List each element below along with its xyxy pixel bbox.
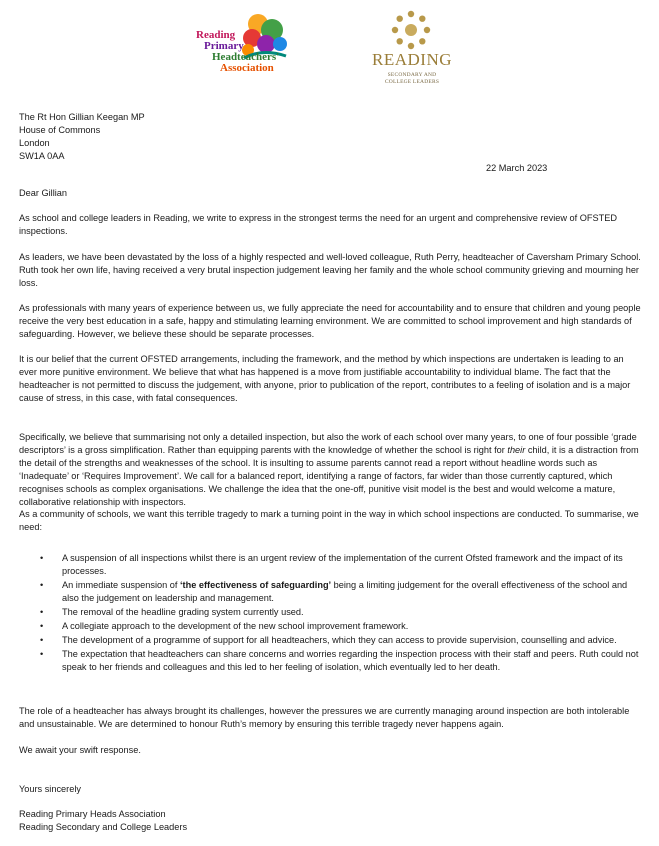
rscl-logo [364,10,460,92]
paragraph-6: As a community of schools, we want this terrible tragedy to mark a turning point in the way in which school inspections are conducted. To summarise, we need: [19,509,639,532]
list-item-text: A suspension of all inspections whilst there is an urgent review of the implementation of the current Ofsted framework and the impact of its processes. [62,553,623,576]
paragraph-5-emphasis: their [507,445,526,455]
rscl-logo-name: READING [372,50,452,69]
list-item-text: The removal of the headline grading system currently used. [62,607,304,617]
rpha-word-reading: Reading [196,29,236,41]
list-item-text-b: being a limiting judgement for the overall effectiveness of the school and also the judgement on leadership and management. [62,580,628,603]
rscl-logo-subtitle [364,72,460,86]
paragraph-5-part-b: child, it is a distraction from the detail of the strengths and weaknesses of the school. It is insulting to assume parents cannot read a report without headline words such as ‘Inadequate’ or ‘Requires Improvement’. We call for a balanced report, identifying a range of factors, far wider than those currently captured, which recognises schools as complex organisations. We challenge the idea that the one-off, punitive visit model is the best and would welcome a mature, collaborative relationship with inspectors. [19,445,639,507]
paragraph-7: The role of a headteacher has always brought its challenges, however the pressures we are currently managing around inspection are both intolerable and unsustainable. We are determined to honour Ruth’s memory by ensuring this terrible tragedy never happens again. [19,706,630,729]
bullet-icon: • [40,553,44,563]
signatory-rpha: Reading Primary Heads Association [19,809,166,819]
closing-await: We await your swift response. [19,745,141,755]
paragraph-5-part-a: Specifically, we believe that summarising not only a detailed inspection, but also the work of each school over many years, to one of four possible ‘grade descriptors’ is a gross simplification. Rather than equipping parents with the knowledge of whether the school is right for [19,432,637,455]
rpha-word-association: Association [220,62,274,74]
list-item-emphasis: ‘the effectiveness of safeguarding’ [179,580,332,590]
paragraph-5 [19,431,641,509]
wreath-emblem-icon [391,10,431,50]
signatory-rscl: Reading Secondary and College Leaders [19,822,188,832]
bullet-icon: • [40,580,44,590]
letter-date: 22 March 2023 [486,163,548,173]
bullet-icon: • [40,649,44,659]
demands-list [40,552,645,675]
list-item-text: The expectation that headteachers can share concerns and worries regarding the inspection process with their staff and peers. Ruth could not speak to her friends and colleagues and this led to her feeling of isolation, which eventually led to her death. [62,649,639,672]
signatories [19,808,187,834]
rpha-word-primary: Primary [204,40,244,52]
recipient-address [19,111,145,163]
recipient-line3: London [19,138,50,148]
list-item-text-a: An immediate suspension of [62,580,180,590]
rpha-logo [196,10,292,84]
list-item [40,634,645,647]
salutation: Dear Gillian [19,188,67,198]
list-item [40,606,645,619]
list-item-text: The development of a programme of support for all headteachers, which they can access to provide supervision, counselling and advice. [62,635,617,645]
list-item [40,552,645,578]
list-item [40,648,645,674]
recipient-postcode: SW1A 0AA [19,151,65,161]
bullet-icon: • [40,621,44,631]
paragraph-4: It is our belief that the current OFSTED arrangements, including the framework, and the method by which inspections are undertaken is leading to an ever more punitive environment. We believe that what has happened is a move from justifiable accountability to individual blame. The fact that the headteacher is not permitted to discuss the judgement, with anyone, prior to publication of the report, contributes to a feeling of isolation and is a major cause of stress, in this case, with fatal consequences. [19,354,631,403]
list-item-text: A collegiate approach to the development of the new school improvement framework. [62,621,409,631]
rpha-word-headteachers: Headteachers' [212,51,280,63]
rpha-logo-wordmark [196,30,279,74]
paragraph-3: As professionals with many years of experience between us, we fully appreciate the need for accountability and to ensure that children and young people receive the very best education in a safe, happy and stimulating learning environment. We are committed to school improvement and high standards of safeguarding. However, we believe these should be separate processes. [19,303,641,339]
rscl-subtitle-line2: COLLEGE LEADERS [384,79,440,85]
paragraph-2: As leaders, we have been devastated by the loss of a highly respected and well-loved colleague, Ruth Perry, headteacher of Caversham Primary School. Ruth took her own life, having received a very brutal inspection judgement leaving her family and the whole school community grieving and mourning her loss. [19,252,641,288]
recipient-name: The Rt Hon Gillian Keegan MP [19,112,145,122]
recipient-line2: House of Commons [19,125,101,135]
bullet-icon: • [40,607,44,617]
paragraph-1: As school and college leaders in Reading, we write to express in the strongest terms the need for an urgent and comprehensive review of OFSTED inspections. [19,213,618,236]
bullet-icon: • [40,635,44,645]
list-item [40,620,645,633]
list-item [40,579,645,605]
closing-signoff: Yours sincerely [19,784,81,794]
rscl-subtitle-line1: SECONDARY AND [387,72,437,78]
